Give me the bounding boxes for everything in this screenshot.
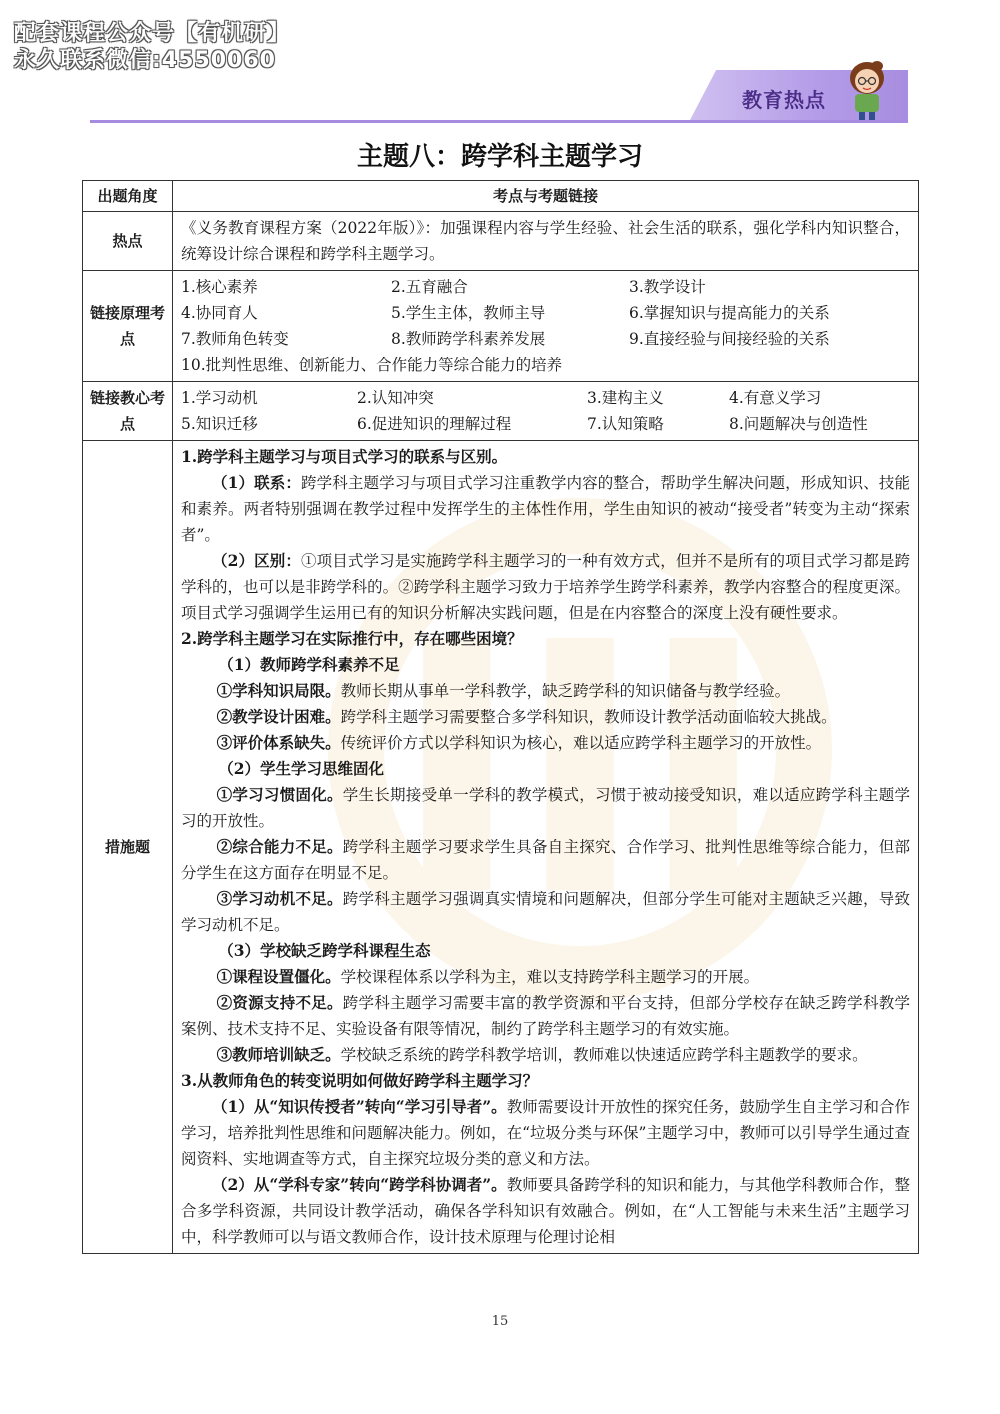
list-item: 3.建构主义 [587, 389, 664, 407]
question-3-title: 3.从教师角色的转变说明如何做好跨学科主题学习？ [181, 1071, 539, 1090]
hotspot-row [83, 212, 919, 271]
item-text: 跨学科主题学习需要整合多学科知识，教师设计教学活动面临较大挑战。 [340, 708, 837, 726]
q3-paragraph-1 [181, 1094, 910, 1172]
item-lead: ③评价体系缺失。 [216, 733, 341, 752]
q2-s3-item-3 [181, 1042, 910, 1068]
principle-row [83, 271, 919, 382]
item-text: 学校缺乏系统的跨学科教学培训，教师难以快速适应跨学科主题教学的要求。 [340, 1046, 868, 1064]
banner-underline [90, 120, 908, 123]
item-lead: ③学习动机不足。 [216, 889, 343, 908]
list-item: 8.问题解决与创造性 [729, 415, 868, 433]
q1-paragraph-1 [181, 470, 910, 548]
psychology-row [83, 382, 919, 441]
q2-s1-item-3 [181, 730, 910, 756]
measures-label: 措施题 [83, 441, 173, 1254]
item-text: 跨学科主题学习需要丰富的教学资源和平台支持，但部分学校存在缺乏跨学科教学案例、技术支持不足、实验设备有限等情况，制约了跨学科主题学习的有效实施。 [181, 994, 910, 1038]
banner-label: 教育热点 [742, 88, 826, 112]
teacher-mascot-icon [843, 58, 891, 120]
psychology-label: 链接教心考点 [83, 382, 173, 441]
q2-s1-item-2 [181, 704, 910, 730]
q3-p2-lead: （2）从“学科专家”转向“跨学科协调者”。 [212, 1175, 507, 1194]
question-2-title: 2.跨学科主题学习在实际推行中，存在哪些困境？ [181, 629, 523, 648]
q1-p2-lead: （2）区别： [212, 551, 301, 570]
list-item: 7.认知策略 [587, 415, 664, 433]
q2-section-1-title: （1）教师跨学科素养不足 [218, 655, 400, 674]
principle-label: 链接原理考点 [83, 271, 173, 382]
item-lead: ②综合能力不足。 [216, 837, 343, 856]
item-lead: ③教师培训缺乏。 [216, 1045, 341, 1064]
item-lead: ①课程设置僵化。 [216, 967, 341, 986]
list-item: 4.有意义学习 [729, 389, 822, 407]
q2-section-2-title: （2）学生学习思维固化 [218, 759, 384, 778]
list-item: 4.协同育人 [181, 304, 258, 322]
measures-row [83, 441, 919, 1254]
item-text: 跨学科主题学习要求学生具备自主探究、合作学习、批判性思维等综合能力，但部分学生在这方面存在明显不足。 [181, 838, 910, 882]
q1-paragraph-2 [181, 548, 910, 626]
list-item: 2.认知冲突 [357, 389, 434, 407]
item-text: 跨学科主题学习强调真实情境和问题解决，但部分学生可能对主题缺乏兴趣，导致学习动机不足。 [181, 890, 910, 934]
q2-s2-item-1 [181, 782, 910, 834]
q1-p1-text: 跨学科主题学习与项目式学习注重教学内容的整合，帮助学生解决问题，形成知识、技能和素养。两者特别强调在教学过程中发挥学生的主体性作用，学生由知识的被动“接受者”转变为主动“探索者”。 [181, 474, 910, 544]
item-text: 学校课程体系以学科为主，难以支持跨学科主题学习的开展。 [340, 968, 760, 986]
item-lead: ①学科知识局限。 [216, 681, 341, 700]
item-lead: ②资源支持不足。 [216, 993, 343, 1012]
item-text: 传统评价方式以学科知识为核心，难以适应跨学科主题学习的开放性。 [340, 734, 822, 752]
q2-s2-item-2 [181, 834, 910, 886]
item-text: 教师长期从事单一学科教学，缺乏跨学科的知识储备与教学经验。 [340, 682, 791, 700]
header-points: 考点与考题链接 [173, 181, 919, 212]
list-item: 1.学习动机 [181, 389, 258, 407]
q3-paragraph-2 [181, 1172, 910, 1250]
page-number: 15 [491, 1314, 509, 1329]
principle-list [173, 271, 919, 382]
page-title: 主题八：跨学科主题学习 [356, 142, 643, 172]
list-item: 5.知识迁移 [181, 415, 258, 433]
hotspot-text [173, 212, 919, 271]
question-1-title: 1.跨学科主题学习与项目式学习的联系与区别。 [181, 447, 508, 466]
item-lead: ②教学设计困难。 [216, 707, 341, 726]
watermark [14, 20, 290, 74]
watermark-line-1: 配套课程公众号【有机研】 [14, 21, 291, 46]
psychology-list [173, 382, 919, 441]
topic-table [82, 180, 919, 1254]
table-header-row [83, 181, 919, 212]
list-item: 2.五育融合 [391, 278, 468, 296]
q3-p2-text: 教师要具备跨学科的知识和能力，与其他学科教师合作，整合多学科资源，共同设计教学活动，确保各学科知识有效融合。例如，在“人工智能与未来生活”主题学习中，科学教师可以与语文教师合作，设计技术原理与伦理讨论相 [181, 1176, 910, 1246]
list-item: 6.掌握知识与提高能力的关系 [629, 304, 830, 322]
q3-p1-lead: （1）从“知识传授者”转向“学习引导者”。 [212, 1097, 507, 1116]
q2-s3-item-2 [181, 990, 910, 1042]
q1-p2-text: ①项目式学习是实施跨学科主题学习的一种有效方式，但并不是所有的项目式学习都是跨学科的，也可以是非跨学科的。②跨学科主题学习致力于培养学生跨学科素养，教学内容整合的程度更深。项目式学习强调学生运用已有的知识分析解决实践问题，但是在内容整合的深度上没有硬性要求。 [181, 552, 910, 622]
q2-s3-item-1 [181, 964, 910, 990]
q3-p1-text: 教师需要设计开放性的探究任务，鼓励学生自主学习和合作学习，培养批判性思维和问题解决能力。例如，在“垃圾分类与环保”主题学习中，教师可以引导学生通过查阅资料、实地调查等方式，自主探究垃圾分类的意义和方法。 [181, 1098, 910, 1168]
watermark-line-2: 永久联系微信:4550060 [14, 48, 276, 73]
hotspot-label: 热点 [83, 212, 173, 271]
list-item: 1.核心素养 [181, 278, 258, 296]
list-item: 9.直接经验与间接经验的关系 [629, 330, 830, 348]
list-item: 10.批判性思维、创新能力、合作能力等综合能力的培养 [181, 356, 563, 374]
hotspot-paragraph: 《义务教育课程方案（2022年版）》：加强课程内容与学生经验、社会生活的联系，强化学科内知识整合，统筹设计综合课程和跨学科主题学习。 [181, 219, 910, 263]
list-item: 7.教师角色转变 [181, 330, 289, 348]
measures-content [173, 441, 919, 1254]
list-item: 5.学生主体，教师主导 [391, 304, 546, 322]
list-item: 6.促进知识的理解过程 [357, 415, 512, 433]
list-item: 8.教师跨学科素养发展 [391, 330, 546, 348]
header-angle: 出题角度 [83, 181, 173, 212]
q2-section-3-title: （3）学校缺乏跨学科课程生态 [218, 941, 431, 960]
q2-s1-item-1 [181, 678, 910, 704]
list-item: 3.教学设计 [629, 278, 706, 296]
q2-s2-item-3 [181, 886, 910, 938]
item-text: 学生长期接受单一学科的教学模式，习惯于被动接受知识，难以适应跨学科主题学习的开放性。 [181, 786, 910, 830]
item-lead: ①学习习惯固化。 [216, 785, 343, 804]
q1-p1-lead: （1）联系： [212, 473, 301, 492]
